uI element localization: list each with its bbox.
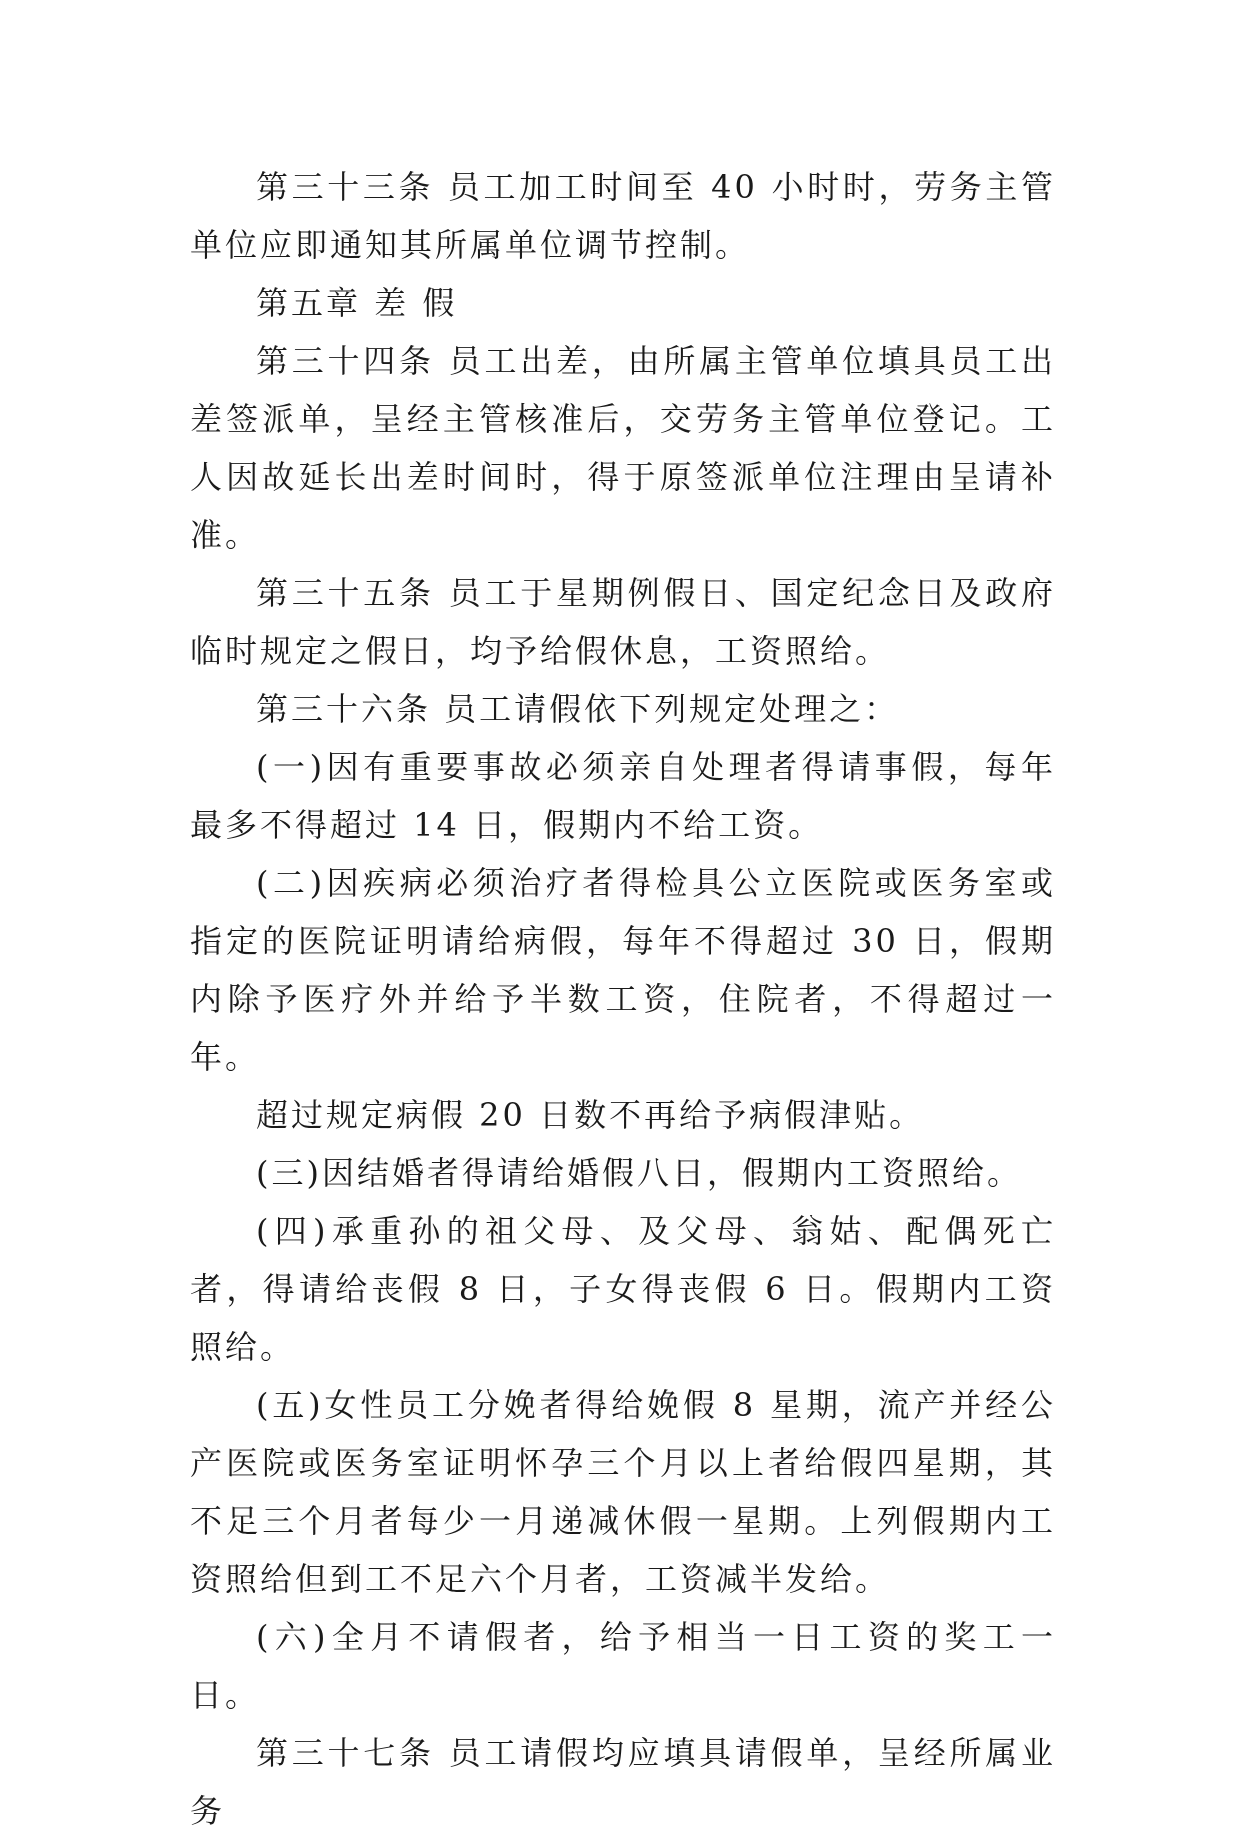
list-item-attendance-reward: (六)全月不请假者，给予相当一日工资的奖工一日。	[190, 1618, 1056, 1714]
paragraph-sick-leave-note: 超过规定病假 20 日数不再给予病假津贴。	[256, 1096, 925, 1134]
list-item-sick-leave: (二)因疾病必须治疗者得检具公立医院或医务室或指定的医院证明请给病假，每年不得超过 30 日，假期内除予医疗外并给予半数工资，住院者，不得超过一年。	[190, 864, 1056, 1076]
paragraph-article-37: 第三十七条 员工请假均应填具请假单，呈经所属业务	[190, 1734, 1056, 1830]
list-item-maternity-leave: (五)女性员工分娩者得给娩假 8 星期，流产并经公产医院或医务室证明怀孕三个月以上者给假四星期，其不足三个月者每少一月递减休假一星期。上列假期内工资照给但到工不足六个月者，工资减半发给。	[190, 1386, 1056, 1598]
paragraph-article-35: 第三十五条 员工于星期例假日、国定纪念日及政府临时规定之假日，均予给假休息，工资照给。	[190, 574, 1056, 670]
paragraph-article-33: 第三十三条 员工加工时间至 40 小时时，劳务主管单位应即通知其所属单位调节控制。	[190, 168, 1056, 264]
chapter-heading: 第五章 差 假	[256, 284, 458, 322]
list-item-personal-leave: (一)因有重要事故必须亲自处理者得请事假，每年最多不得超过 14 日，假期内不给工资。	[190, 748, 1056, 844]
paragraph-article-36: 第三十六条 员工请假依下列规定处理之：	[256, 690, 900, 728]
paragraph-article-34: 第三十四条 员工出差，由所属主管单位填具员工出差签派单，呈经主管核准后，交劳务主管单位登记。工人因故延长出差时间时，得于原签派单位注理由呈请补准。	[190, 342, 1056, 554]
list-item-bereavement-leave: (四)承重孙的祖父母、及父母、翁姑、配偶死亡者，得请给丧假 8 日，子女得丧假 6 日。假期内工资照给。	[190, 1212, 1056, 1366]
document-page	[190, 158, 1056, 1840]
list-item-marriage-leave: (三)因结婚者得请给婚假八日，假期内工资照给。	[256, 1154, 1022, 1192]
